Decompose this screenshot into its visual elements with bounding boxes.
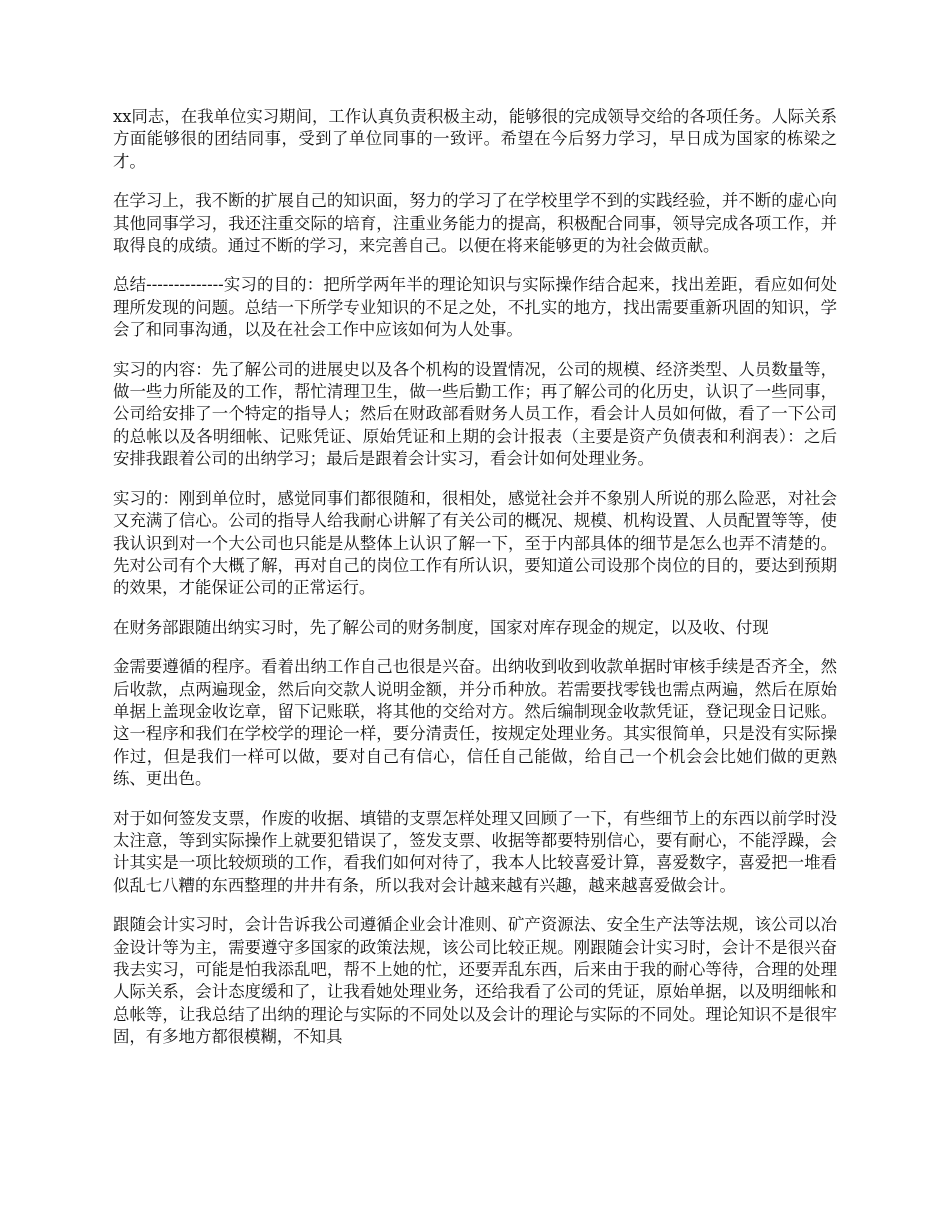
paragraph-8: 对于如何签发支票，作废的收据、填错的支票怎样处理又回顾了一下，有些细节上的东西以前学时没太注意，等到实际操作上就要犯错误了，签发支票、收据等都要特别信心，要有耐心，不能浮躁，会计其实是一项比较烦琐的工作，看我们如何对待了，我本人比较喜爱计算，喜爱数字，喜爱把一堆看似乱七八糟的东西整理的井井有条，所以我对会计越来越有兴趣，越来越喜爱做会计。	[113, 808, 837, 895]
paragraph-1: xx同志，在我单位实习期间，工作认真负责积极主动，能够很的完成领导交给的各项任务。人际关系方面能够很的团结同事，受到了单位同事的一致评。希望在今后努力学习，早日成为国家的栋梁之才。	[113, 107, 837, 171]
paragraph-3: 总结--------------实习的目的：把所学两年半的理论知识与实际操作结合起来，找出差距，看应如何处理所发现的问题。总结一下所学专业知识的不足之处，不扎实的地方，找出需要重新巩固的知识，学会了和同事沟通，以及在社会工作中应该如何为人处事。	[113, 275, 837, 340]
paragraph-6: 在财务部跟随出纳实习时，先了解公司的财务制度，国家对库存现金的规定，以及收、付现	[113, 617, 769, 637]
paragraph-2: 在学习上，我不断的扩展自己的知识面，努力的学习了在学校里学不到的实践经验，并不断的虚心向其他同事学习，我还注重交际的培育，注重业务能力的提高，积极配合同事，领导完成各项工作，并取得良的成绩。通过不断的学习，来完善自己。以便在将来能够更的为社会做贡献。	[113, 191, 837, 256]
paragraph-9: 跟随会计实习时，会计告诉我公司遵循企业会计准则、矿产资源法、安全生产法等法规，该公司以冶金设计等为主，需要遵守多国家的政策法规，该公司比较正规。刚跟随会计实习时，会计不是很兴奋我去实习，可能是怕我添乱吧，帮不上她的忙，还要弄乱东西，后来由于我的耐心等待，合理的处理人际关系，会计态度缓和了，让我看她处理业务，还给我看了公司的凭证，原始单据，以及明细帐和总帐等，让我总结了出纳的理论与实际的不同处以及会计的理论与实际的不同处。理论知识不是很牢固，有多地方都很模糊，不知具	[113, 915, 837, 1047]
paragraph-7: 金需要遵循的程序。看着出纳工作自己也很是兴奋。出纳收到收到收款单据时审核手续是否齐全，然后收款，点两遍现金，然后向交款人说明金额，并分币种放。若需要找零钱也需点两遍，然后在原始单据上盖现金收讫章，留下记账联，将其他的交给对方。然后编制现金收款凭证，登记现金日记账。这一程序和我们在学校学的理论一样，要分清责任，按规定处理业务。其实很简单，只是没有实际操作过，但是我们一样可以做，要对自己有信心，信任自己能做，给自己一个机会会比她们做的更熟练、更出色。	[113, 657, 837, 789]
paragraph-5: 实习的：刚到单位时，感觉同事们都很随和，很相处，感觉社会并不象别人所说的那么险恶，对社会又充满了信心。公司的指导人给我耐心讲解了有关公司的概况、规模、机构设置、人员配置等等，使我认识到对一个大公司也只能是从整体上认识了解一下，至于内部具体的细节是怎么也弄不清楚的。先对公司有个大概了解，再对自己的岗位工作有所认识，要知道公司设那个岗位的目的，要达到预期的效果，才能保证公司的正常运行。	[113, 488, 837, 598]
document-body	[113, 106, 837, 1066]
paragraph-4: 实习的内容：先了解公司的进展史以及各个机构的设置情况，公司的规模、经济类型、人员数量等，做一些力所能及的工作，帮忙清理卫生，做一些后勤工作；再了解公司的化历史，认识了一些同事，公司给安排了一个特定的指导人；然后在财政部看财务人员工作，看会计人员如何做，看了一下公司的总帐以及各明细帐、记账凭证、原始凭证和上期的会计报表（主要是资产负债表和利润表）：之后安排我跟着公司的出纳学习；最后是跟着会计实习，看会计如何处理业务。	[113, 359, 837, 469]
